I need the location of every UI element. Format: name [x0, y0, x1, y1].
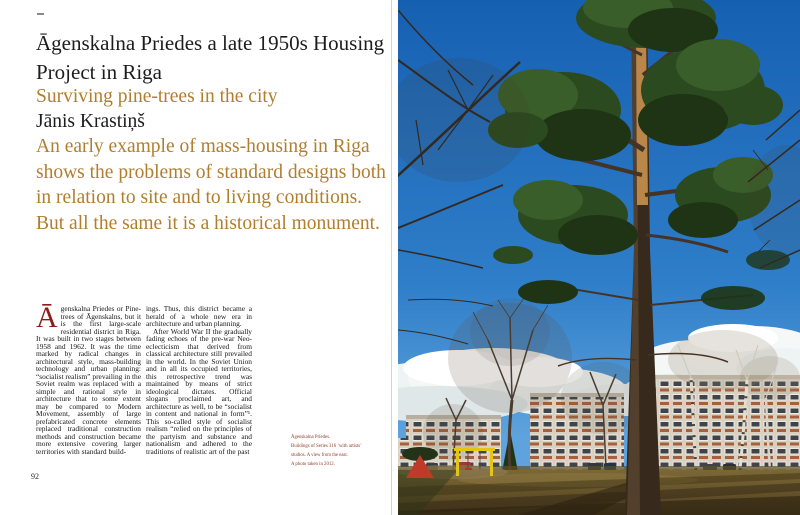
- caption-line: A photo taken in 2012.: [291, 462, 335, 467]
- right-page-photo: [398, 0, 800, 515]
- standfirst-line: But all the same it is a historical monument.: [36, 212, 380, 234]
- swing-frame: [454, 448, 495, 451]
- article-subtitle: Surviving pine-trees in the city: [36, 86, 278, 107]
- page-gutter: [391, 0, 392, 515]
- left-page: [0, 0, 392, 515]
- standfirst-line: An early example of mass-housing in Riga: [36, 136, 370, 157]
- crop-mark: [37, 13, 44, 15]
- article-standfirst: [36, 134, 392, 236]
- body-text-column2-para1: ings. Thus, this district became a herald of a whole new era in architecture and urban planning.: [146, 304, 252, 328]
- body-column-1: [36, 301, 141, 456]
- article-title: [36, 29, 386, 87]
- caption-line: studios. A view from the east.: [291, 453, 348, 458]
- photo-caption: [291, 433, 383, 469]
- page-number: 92: [31, 472, 39, 481]
- article-title-line2: Project in Riga: [36, 60, 162, 84]
- standfirst-line: shows the problems of standard designs both: [36, 161, 386, 183]
- standfirst-line: in relation to site and to living conditions.: [36, 187, 363, 208]
- article-title-line1: Āgenskalna Priedes a late 1950s Housing: [36, 31, 385, 55]
- body-text-column1: genskalna Priedes or Pine-trees of Āgenskalns, but it is the first large-scale residential district in Riga. It was built in two stages between 1958 and 1962. It was the time marked by radical changes in architectural style, mass-building technology and urban planning: “socialist realism” prevailing in the Soviet realm was replaced with a simple and rational style in architecture that to some extent may be compared to Modern Movement, assembly of large prefabricated concrete elements replaced traditional construction methods and construction became more extensive covering larger territories with standard build-: [36, 304, 141, 456]
- drop-cap: Ā: [36, 301, 58, 334]
- caption-line: Āgenskalna Priedes.: [291, 435, 331, 440]
- body-text-column2-para2: After World War II the gradually fading echoes of the pre-war Neo-eclecticism that derived from classical architecture still prevailed in the world. In the Soviet Union and in all its occupied territories, this retrospective trend was maintained by means of strict ideological dictates. Official slogans proclaimed art, and architecture as well, to be “socialist in content and national in form”¹. This so-called style of socialist realism “relied on the principles of the partyism and substance and nationalism and adhered to the traditions of realistic art of the past: [146, 326, 252, 456]
- body-column-2: [146, 305, 252, 455]
- pine-tree-photo: [398, 0, 800, 515]
- article-author: Jānis Krastiņš: [36, 111, 145, 132]
- caption-line: Buildings of Series 316 ‘with artists’: [291, 444, 362, 449]
